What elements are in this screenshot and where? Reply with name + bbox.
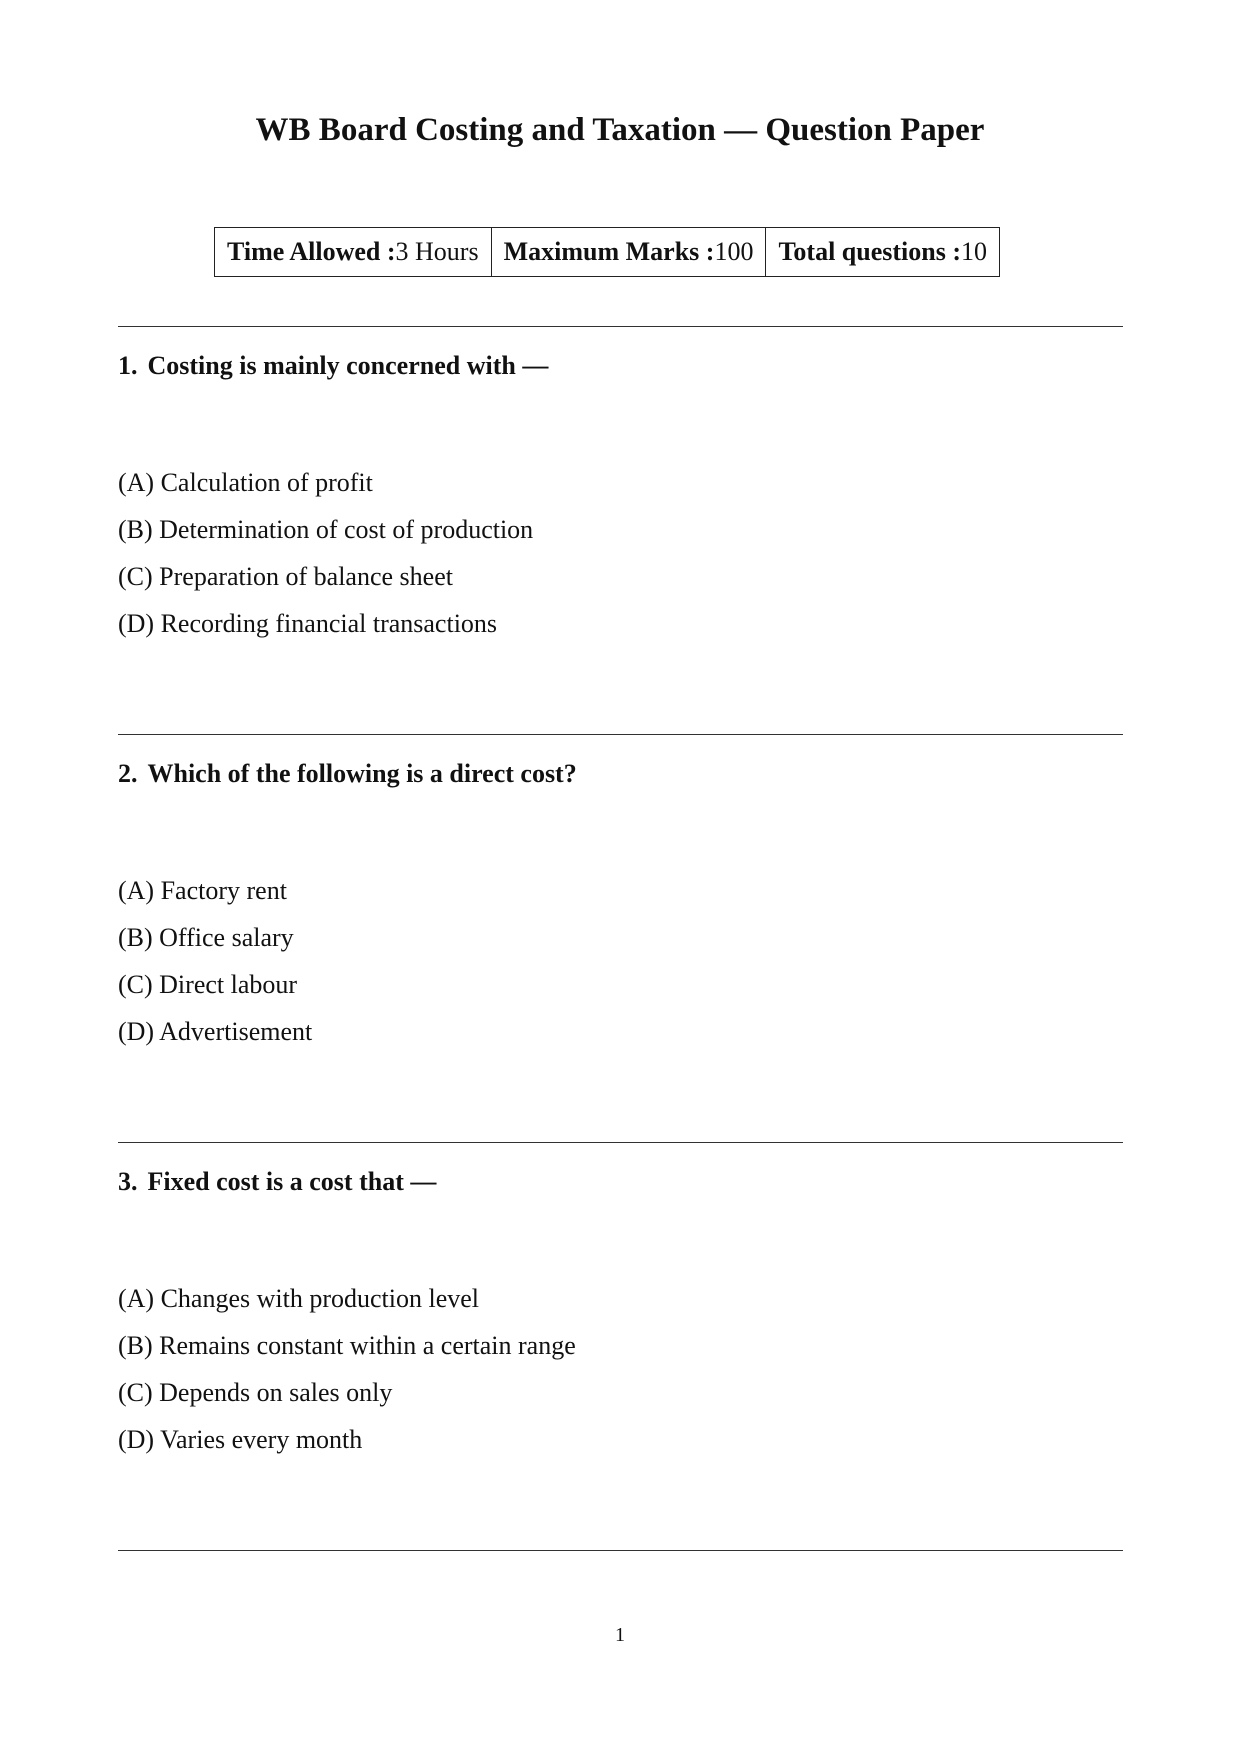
option-c: (C) Direct labour [118,970,298,999]
maximum-marks-value: 100 [714,237,754,266]
option-list [118,874,1123,1049]
page-title: WB Board Costing and Taxation — Question Paper [255,112,985,148]
option-d: (D) Recording financial transactions [118,609,498,638]
exam-info-table [214,227,1000,277]
option-a: (A) Factory rent [118,876,287,905]
option-a: (A) Calculation of profit [118,468,373,497]
divider [118,734,1123,735]
divider [118,1550,1123,1551]
total-questions-label: Total questions : [778,237,961,266]
option-c: (C) Preparation of balance sheet [118,562,453,591]
question-text: Fixed cost is a cost that — [147,1167,437,1196]
option-b: (B) Determination of cost of production [118,515,534,544]
time-allowed-value: 3 Hours [395,237,479,266]
question-text: Which of the following is a direct cost? [147,759,577,788]
question-1 [118,349,1123,657]
option-a: (A) Changes with production level [118,1284,480,1313]
option-b: (B) Remains constant within a certain range [118,1331,576,1360]
question-number: 3. [118,1167,138,1196]
option-d: (D) Advertisement [118,1017,313,1046]
maximum-marks-label: Maximum Marks : [503,237,715,266]
question-2 [118,757,1123,1065]
page-number: 1 [615,1624,625,1646]
question-stem [118,349,1123,383]
divider [118,326,1123,327]
total-questions-cell [765,228,999,276]
option-list [118,466,1123,641]
question-3 [118,1165,1123,1473]
question-stem [118,1165,1123,1199]
option-list [118,1282,1123,1457]
time-allowed-label: Time Allowed : [227,237,396,266]
option-c: (C) Depends on sales only [118,1378,393,1407]
option-d: (D) Varies every month [118,1425,363,1454]
question-number: 1. [118,351,138,380]
option-b: (B) Office salary [118,923,294,952]
time-allowed-cell [215,228,491,276]
maximum-marks-cell [491,228,766,276]
question-stem [118,757,1123,791]
divider [118,1142,1123,1143]
total-questions-value: 10 [961,237,987,266]
question-text: Costing is mainly concerned with — [147,351,549,380]
question-number: 2. [118,759,138,788]
